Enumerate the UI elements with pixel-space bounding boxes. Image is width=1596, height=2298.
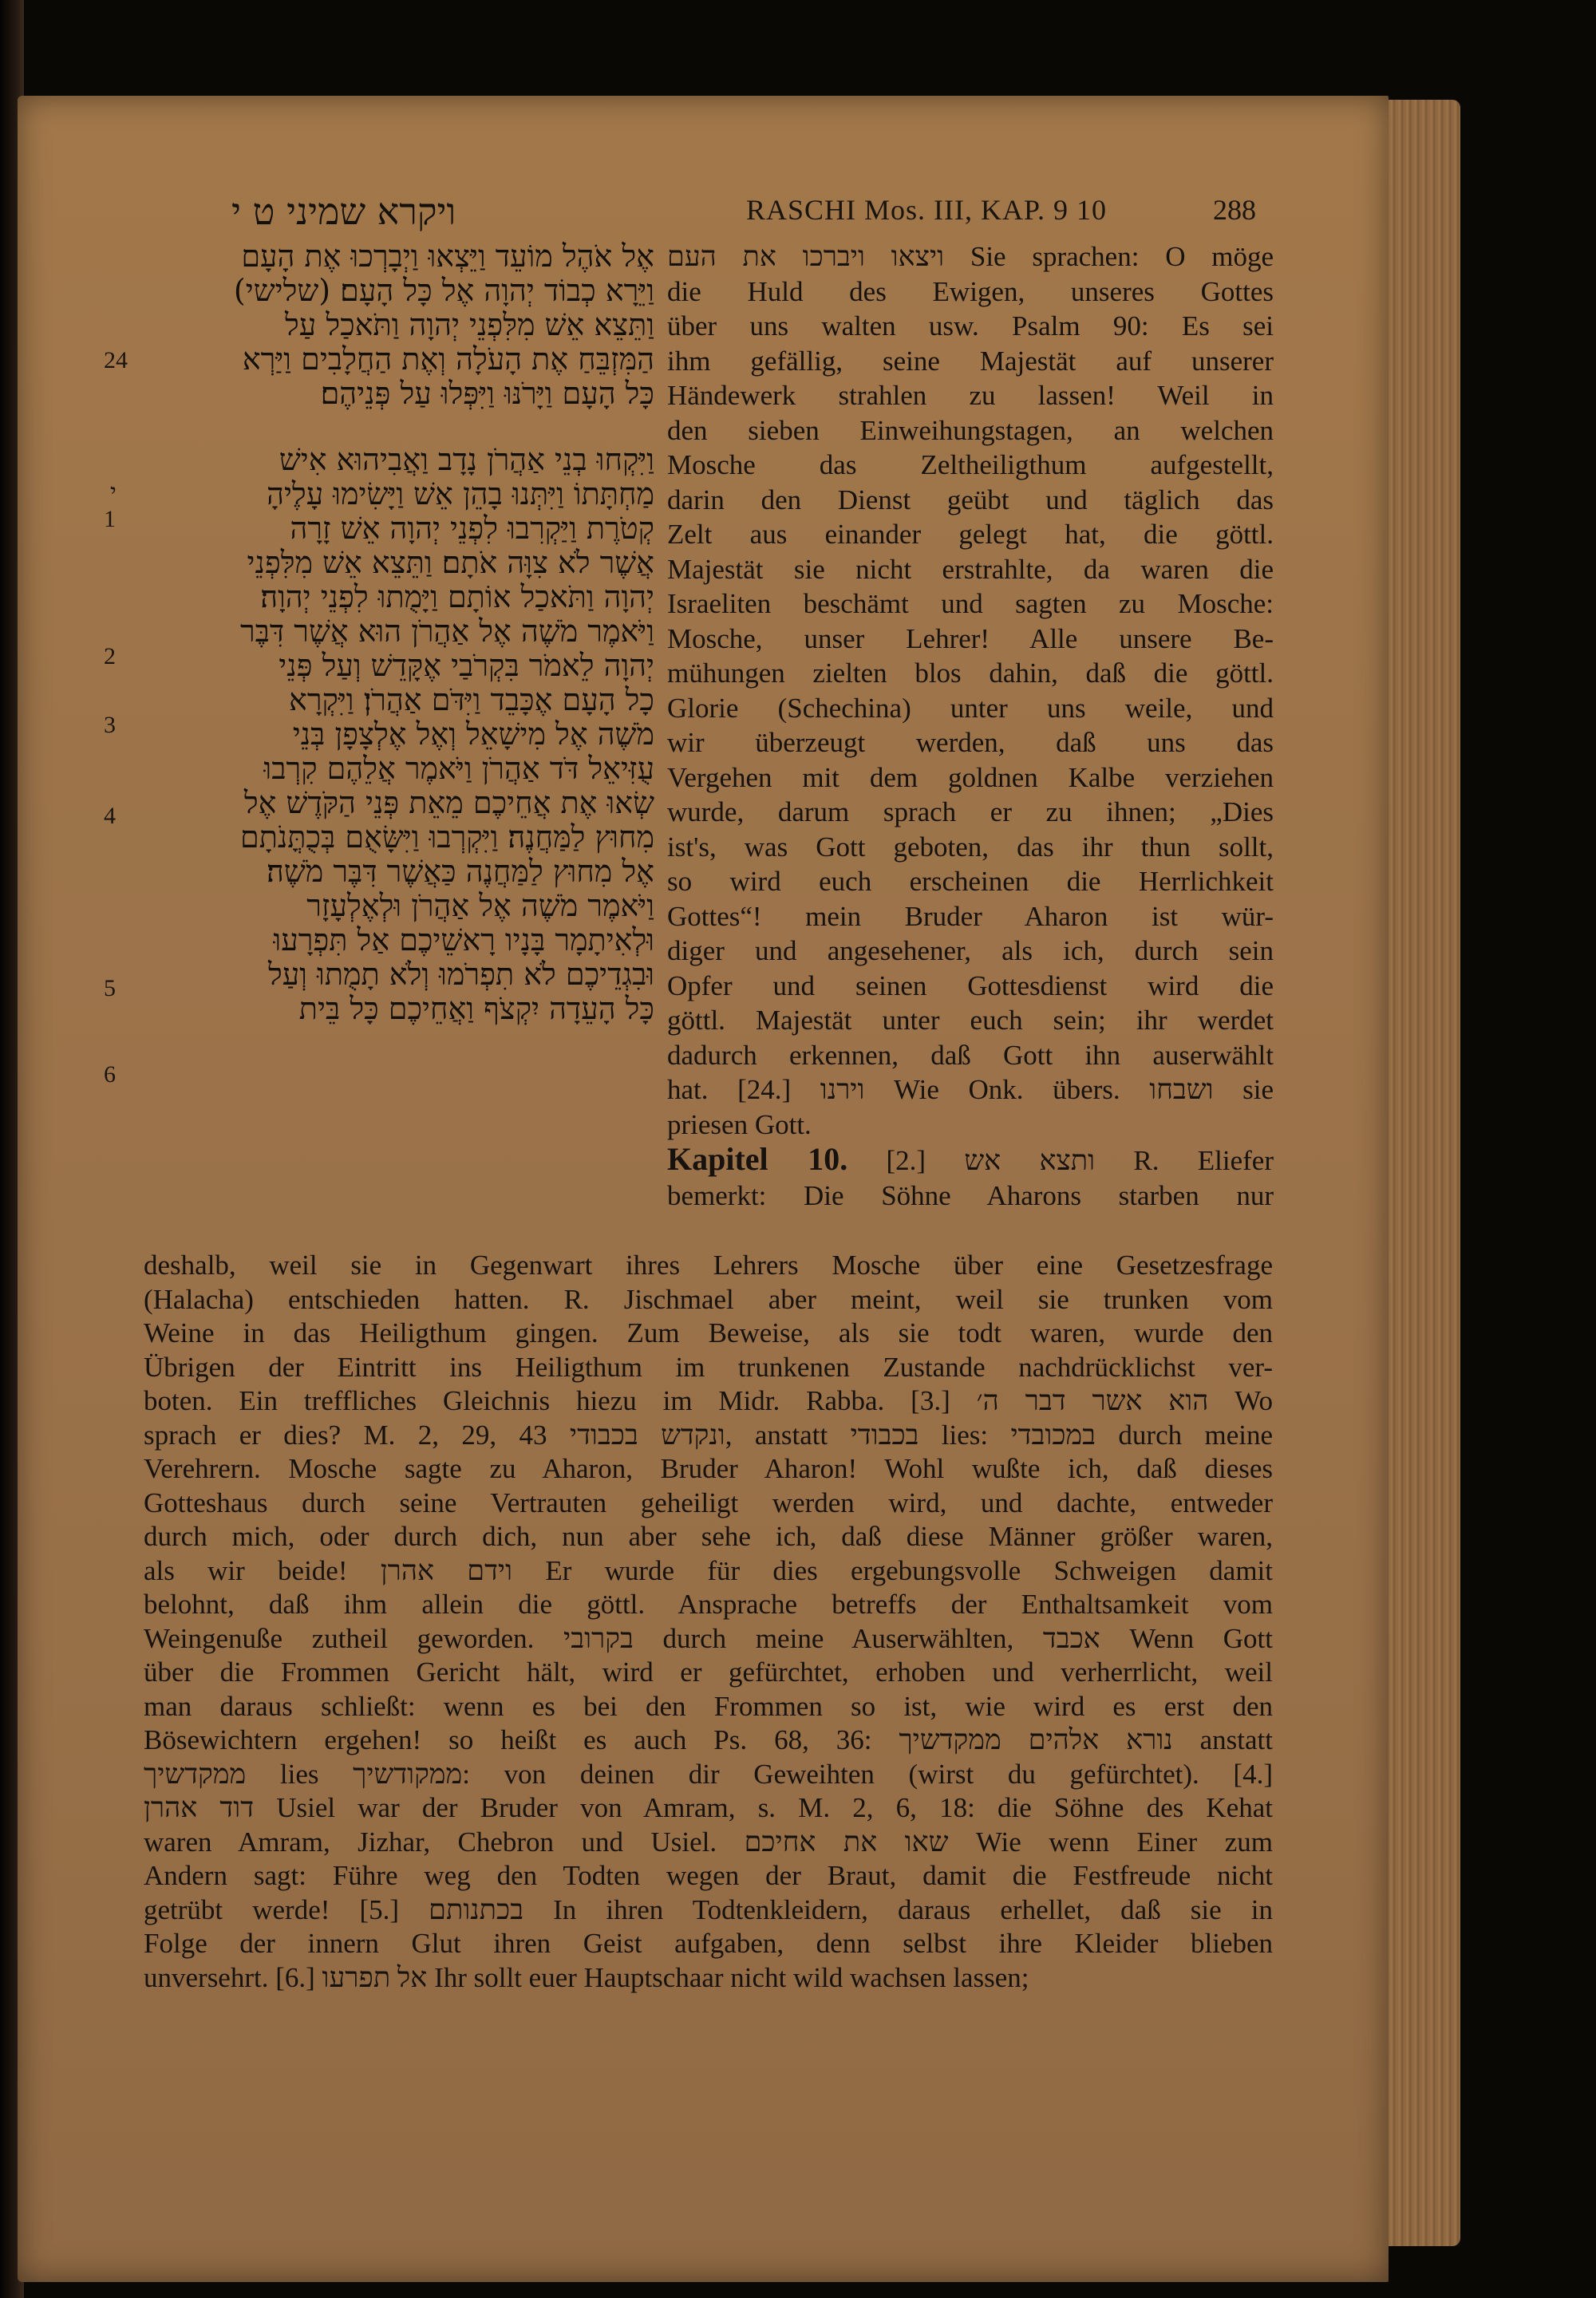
commentary-line: Andern sagt: Führe weg den Todten wegen der Braut, damit die Festfreude nicht xyxy=(144,1860,1273,1891)
commentary-line: bemerkt: Die Söhne Aharons starben nur xyxy=(667,1179,1274,1211)
commentary-line: durch mich, oder durch dich, nun aber sehe ich, daß diese Männer größer waren, xyxy=(144,1521,1273,1552)
verse-number: 2 xyxy=(104,643,116,669)
commentary-line: Israeliten beschämt und sagten zu Mosche: xyxy=(667,588,1274,619)
commentary-line: als wir beide! וידם אהרן Er wurde für dies ergebungsvolle Schweigen damit xyxy=(144,1554,1273,1586)
hebrew-line: כָּל הָעֵדָה יִקְצֹף וַאֲחֵיכֶם כָּל בֵּית xyxy=(298,992,654,1026)
verse-number: 4 xyxy=(104,803,116,829)
commentary-line: Mosche, unser Lehrer! Alle unsere Be- xyxy=(667,622,1274,654)
commentary-line: so wird euch erscheinen die Herrlichkeit xyxy=(667,866,1274,897)
hebrew-line: כָּל הָעָם וַיָּרֹנּוּ וַיִּפְּלוּ עַל פְּנֵיהֶם׃ xyxy=(320,377,654,411)
commentary-line: deshalb, weil sie in Gegenwart ihres Lehrers Mosche über eine Gesetzesfrage xyxy=(144,1250,1273,1281)
hebrew-line: הַמִּזְבֵּחַ אֶת הָעֹלָה וְאֶת הַחֲלָבִים וַיַּרְא xyxy=(242,342,654,377)
commentary-line: Zelt aus einander gelegt hat, die göttl. xyxy=(667,519,1274,550)
commentary-line: waren Amram, Jizhar, Chebron und Usiel. שאו את אחיכם Wie wenn Einer zum xyxy=(144,1826,1273,1858)
commentary-line: göttl. Majestät unter euch sein; ihr werdet xyxy=(667,1005,1274,1036)
commentary-line: Folge der innern Glut ihren Geist aufgaben, denn selbst ihre Kleider blieben xyxy=(144,1928,1273,1959)
chapter-mark: י xyxy=(110,479,117,507)
commentary-line: getrübt werde! [5.] בכתנותם In ihren Todtenkleidern, daraus erhellet, daß sie in xyxy=(144,1893,1273,1925)
verse-number: 6 xyxy=(104,1061,116,1088)
commentary-line: wurde, darum sprach er zu ihnen; „Dies xyxy=(667,796,1274,827)
commentary-line: Weine in das Heiligthum gingen. Zum Beweise, als sie todt waren, wurde den xyxy=(144,1317,1273,1348)
hebrew-line: יְהוָה וַתֹּאכַל אוֹתָם וַיָּמֻתוּ לִפְנֵי יְהוָה׃ xyxy=(260,580,654,614)
commentary-line: darin den Dienst geübt und täglich das xyxy=(667,484,1274,515)
commentary-line: priesen Gott. xyxy=(667,1108,812,1140)
commentary-line: (Halacha) entschieden hatten. R. Jischmael aber meint, weil sie trunken vom xyxy=(144,1283,1273,1315)
hebrew-line: אֶל אֹהֶל מוֹעֵד וַיֵּצְאוּ וַיְבָרְכוּ אֶת הָעָם xyxy=(241,239,654,274)
hebrew-line: וַיֹּאמֶר מֹשֶׁה אֶל אַהֲרֹן הוּא אֲשֶׁר דִּבֶּר xyxy=(239,614,654,649)
hebrew-line: מִחוּץ לַמַּחֲנֶה׃ וַיִּקְרְבוּ וַיִּשָּׂאֻם בְּכֻתֳּנֹתָם xyxy=(240,820,654,855)
commentary-line: sprach er dies? M. 2, 29, 43 ונקדש בכבודי, anstatt בכבודי lies: במכובדי durch meine xyxy=(144,1419,1273,1451)
commentary-line: hat. [24.] וירנו Wie Onk. übers. ושבחו sie xyxy=(667,1074,1274,1105)
kapitel-heading-rest: [2.] ותצא אש R. Eliefer xyxy=(847,1145,1274,1176)
verse-number: 5 xyxy=(104,975,116,1001)
commentary-line: Vergehen mit dem goldnen Kalbe verziehen xyxy=(667,761,1274,793)
hebrew-line: וַיֵּרָא כְבוֹד יְהוָה אֶל כָּל הָעָם׃ (שלישי) xyxy=(233,274,654,308)
kapitel-heading: Kapitel 10. xyxy=(667,1142,848,1177)
commentary-line: diger und angesehener, als ich, durch sein xyxy=(667,935,1274,966)
commentary-line: ist's, was Gott geboten, das ihr thun sollt, xyxy=(667,831,1274,863)
commentary-line: mühungen zielten blos dahin, daß die göttl. xyxy=(667,657,1274,689)
commentary-line: Majestät sie nicht erstrahlte, da waren die xyxy=(667,553,1274,585)
commentary-line: belohnt, daß ihm allein die göttl. Ansprache betreffs der Enthaltsamkeit vom xyxy=(144,1589,1273,1620)
verse-number: 3 xyxy=(104,712,116,738)
commentary-right-column xyxy=(667,239,1274,1213)
commentary-line: boten. Ein treffliches Gleichnis hiezu im Midr. Rabba. [3.] הוא אשר דבר ה׳ Wo xyxy=(144,1385,1273,1416)
hebrew-line: וַיִּקְחוּ בְנֵי אַהֲרֹן נָדָב וַאֲבִיהוּא אִישׁ xyxy=(279,443,654,477)
verse-number: 1 xyxy=(104,506,116,532)
commentary-line: Mosche das Zeltheiligthum aufgestellt, xyxy=(667,449,1274,480)
hebrew-line: מֹשֶׁה אֶל מִישָׁאֵל וְאֶל אֶלְצָפָן בְּנֵי xyxy=(292,717,654,752)
commentary-line: wir überzeugt werden, daß uns das xyxy=(667,727,1274,758)
hebrew-line: וַתֵּצֵא אֵשׁ מִלִּפְנֵי יְהוָה וַתֹּאכַל עַל xyxy=(285,308,654,342)
hebrew-line: עֻזִּיאֵל דֹּד אַהֲרֹן וַיֹּאמֶר אֲלֵהֶם קִרְבוּ xyxy=(263,752,654,786)
hebrew-line: וַיֹּאמֶר מֹשֶׁה אֶל אַהֲרֹן וּלְאֶלְעָזָר xyxy=(306,889,654,923)
commentary-full-width xyxy=(144,1249,1273,1995)
commentary-line: den sieben Einweihungstagen, an welchen xyxy=(667,414,1274,446)
verse-number: 24 xyxy=(104,347,128,373)
commentary-line: Gottes“! mein Bruder Aharon ist wür- xyxy=(667,900,1274,932)
commentary-line: dadurch erkennen, daß Gott ihn auserwählt xyxy=(667,1039,1274,1071)
hebrew-line: שְׂאוּ אֶת אֲחֵיכֶם מֵאֵת פְּנֵי הַקֹּדֶשׁ אֶל xyxy=(243,786,654,820)
hebrew-bible-text xyxy=(144,239,654,1026)
commentary-line: Händewerk strahlen zu lassen! Weil in xyxy=(667,380,1274,411)
running-title: RASCHI Mos. III, KAP. 9 10 xyxy=(746,194,1108,226)
commentary-line: die Huld des Ewigen, unseres Gottes xyxy=(667,275,1274,307)
hebrew-line: אֶל מִחוּץ לַמַּחֲנֶה כַּאֲשֶׁר דִּבֶּר מֹשֶׁה׃ xyxy=(266,855,654,889)
hebrew-line: כָל הָעָם אֶכָּבֵד וַיִּדֹּם אַהֲרֹן׃ וַיִּקְרָא xyxy=(289,683,654,717)
hebrew-line: אֲשֶׁר לֹא צִוָּה אֹתָם׃ וַתֵּצֵא אֵשׁ מִלִּפְנֵי xyxy=(247,546,654,580)
hebrew-line: וּלְאִיתָמָר בָּנָיו רָאשֵׁיכֶם אַל תִּפְרָעוּ xyxy=(273,923,654,958)
page-number: 288 xyxy=(1213,194,1256,226)
commentary-line: über die Frommen Gericht hält, wird er gefürchtet, erhoben und verherrlicht, weil xyxy=(144,1656,1273,1688)
commentary-line: ממקדשיך lies ממקודשיך: von deinen dir Geweihten (wirst du gefürchtet). [4.] xyxy=(144,1758,1273,1790)
hebrew-line: וּבִגְדֵיכֶם לֹא תִפְרֹמוּ וְלֹא תָמֻתוּ וְעַל xyxy=(268,958,654,992)
running-head xyxy=(0,190,1596,233)
commentary-line: Übrigen der Eintritt ins Heiligthum im trunkenen Zustande nachdrücklichst ver- xyxy=(144,1351,1273,1383)
commentary-line: ihm gefällig, seine Majestät auf unserer xyxy=(667,345,1274,377)
commentary-line: Weingenuße zutheil geworden. בקרובי durch meine Auserwählten, אכבד Wenn Gott xyxy=(144,1622,1273,1654)
hebrew-line: יְהוָה לֵאמֹר בִּקְרֹבַי אֶקָּדֵשׁ וְעַל פְּנֵי xyxy=(279,649,654,683)
commentary-line: Opfer und seinen Gottesdienst wird die xyxy=(667,969,1274,1001)
commentary-line: Bösewichtern ergehen! so heißt es auch Ps. 68, 36: נורא אלהים ממקדשיך anstatt xyxy=(144,1724,1273,1755)
hebrew-running-title: ויקרא שמיני ט י xyxy=(231,190,456,233)
hebrew-line: מַחְתָּתוֹ וַיִּתְּנוּ בָהֵן אֵשׁ וַיָּשִׂימוּ עָלֶיהָ xyxy=(267,477,654,511)
commentary-line: unversehrt. [6.] אל תפרעו Ihr sollt euer Hauptschaar nicht wild wachsen lassen; xyxy=(144,1961,1029,1993)
commentary-line: Glorie (Schechina) unter uns weile, und xyxy=(667,692,1274,724)
commentary-line: man daraus schließt: wenn es bei den Frommen so ist, wie wird es erst den xyxy=(144,1690,1273,1722)
kapitel-heading-line xyxy=(667,1142,1274,1179)
commentary-line: Verehrern. Mosche sagte zu Aharon, Bruder Aharon! Wohl wußte ich, daß dieses xyxy=(144,1453,1273,1484)
commentary-line: ויצאו ויברכו את העם Sie sprachen: O möge xyxy=(667,241,1274,272)
commentary-line: über uns walten usw. Psalm 90: Es sei xyxy=(667,310,1274,342)
commentary-line: דוד אהרן Usiel war der Bruder von Amram, s. M. 2, 6, 18: die Söhne des Kehat xyxy=(144,1792,1273,1823)
commentary-line: Gotteshaus durch seine Vertrauten geheiligt werden wird, und dachte, entweder xyxy=(144,1487,1273,1518)
hebrew-line: קְטֹרֶת וַיַּקְרִבוּ לִפְנֵי יְהוָה אֵשׁ זָרָה xyxy=(290,511,654,546)
